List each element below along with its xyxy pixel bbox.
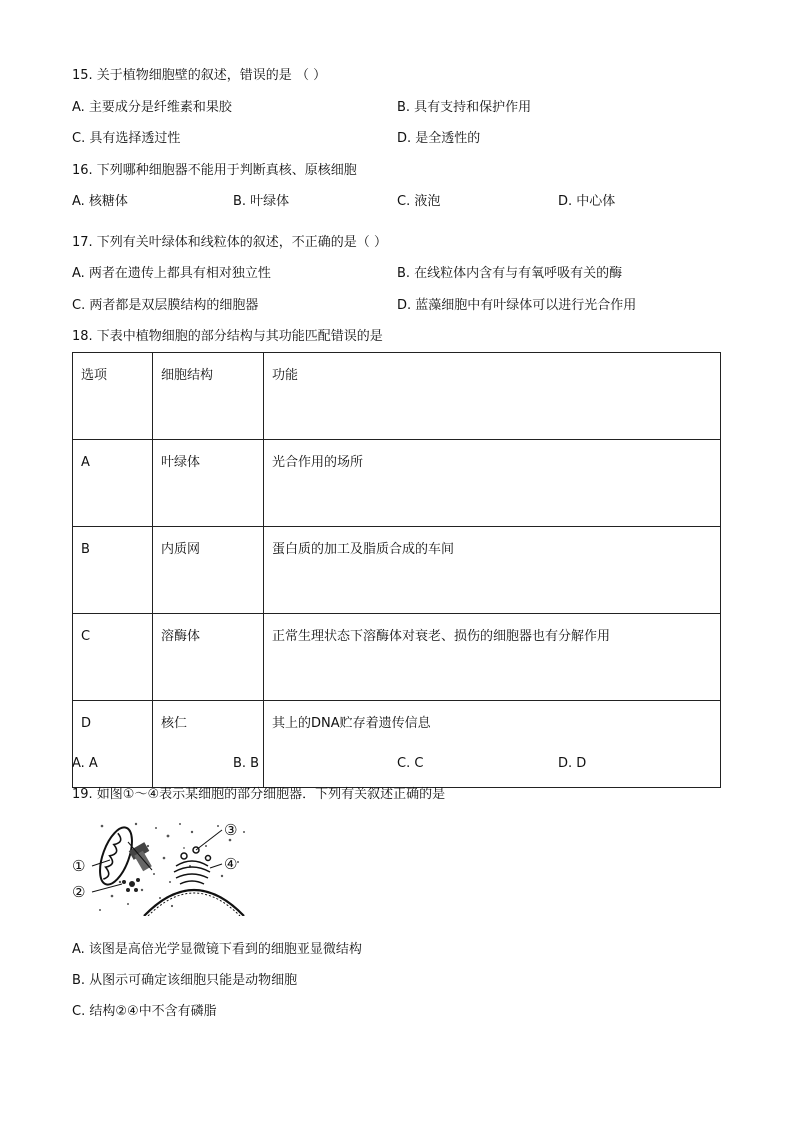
table-cell: 内质网 — [153, 527, 264, 614]
table-row — [73, 440, 721, 527]
table-header-cell: 功能 — [264, 353, 721, 440]
structure-function-table — [72, 352, 721, 788]
table-cell: C — [73, 614, 153, 701]
q16-option-c: C. 液泡 — [397, 194, 441, 209]
q18-stem: 18. 下表中植物细胞的部分结构与其功能匹配错误的是 — [72, 329, 383, 344]
figure-label-2: ② — [72, 883, 86, 901]
q19-option-a: A. 该图是高倍光学显微镜下看到的细胞亚显微结构 — [72, 942, 362, 957]
q17-option-d: D. 蓝藻细胞中有叶绿体可以进行光合作用 — [397, 298, 637, 313]
q18-option-c: C. C — [397, 756, 424, 771]
table-cell: 核仁 — [153, 701, 264, 788]
q16-option-b: B. 叶绿体 — [233, 194, 290, 209]
table-cell: 溶酶体 — [153, 614, 264, 701]
table-cell: B — [73, 527, 153, 614]
q16-stem: 16. 下列哪种细胞器不能用于判断真核、原核细胞 — [72, 163, 357, 178]
cell-organelle-figure — [72, 818, 252, 916]
table-header-row — [73, 353, 721, 440]
q16-option-a: A. 核糖体 — [72, 194, 128, 209]
q15-stem: 15. 关于植物细胞壁的叙述，错误的是 （ ） — [72, 68, 327, 83]
table-header-cell: 细胞结构 — [153, 353, 264, 440]
q18-option-d: D. D — [558, 756, 587, 771]
q15-option-b: B. 具有支持和保护作用 — [397, 100, 532, 115]
q19-option-b: B. 从图示可确定该细胞只能是动物细胞 — [72, 973, 298, 988]
table-row — [73, 527, 721, 614]
table-header-cell: 选项 — [73, 353, 153, 440]
table-cell: 蛋白质的加工及脂质合成的车间 — [264, 527, 721, 614]
table-cell: 叶绿体 — [153, 440, 264, 527]
q19-option-c: C. 结构②④中不含有磷脂 — [72, 1004, 217, 1019]
q17-option-b: B. 在线粒体内含有与有氧呼吸有关的酶 — [397, 266, 623, 281]
q16-option-d: D. 中心体 — [558, 194, 616, 209]
table-cell: D — [73, 701, 153, 788]
q15-option-c: C. 具有选择透过性 — [72, 131, 181, 146]
q15-option-a: A. 主要成分是纤维素和果胶 — [72, 100, 232, 115]
q19-stem: 19. 如图①～④表示某细胞的部分细胞器．下列有关叙述正确的是 — [72, 787, 446, 802]
table-cell: 正常生理状态下溶酶体对衰老、损伤的细胞器也有分解作用 — [264, 614, 721, 701]
figure-label-3: ③ — [224, 821, 238, 839]
table-row — [73, 614, 721, 701]
q15-option-d: D. 是全透性的 — [397, 131, 481, 146]
q17-option-c: C. 两者都是双层膜结构的细胞器 — [72, 298, 259, 313]
q18-option-b: B. B — [233, 756, 260, 771]
figure-label-1: ① — [72, 857, 86, 875]
q17-stem: 17. 下列有关叶绿体和线粒体的叙述，不正确的是（ ） — [72, 235, 387, 250]
table-row — [73, 701, 721, 788]
figure-label-4: ④ — [224, 855, 238, 873]
table-cell: 其上的DNA贮存着遗传信息 — [264, 701, 721, 788]
table-cell: 光合作用的场所 — [264, 440, 721, 527]
q18-option-a: A. A — [72, 756, 98, 771]
table-cell: A — [73, 440, 153, 527]
q17-option-a: A. 两者在遗传上都具有相对独立性 — [72, 266, 271, 281]
